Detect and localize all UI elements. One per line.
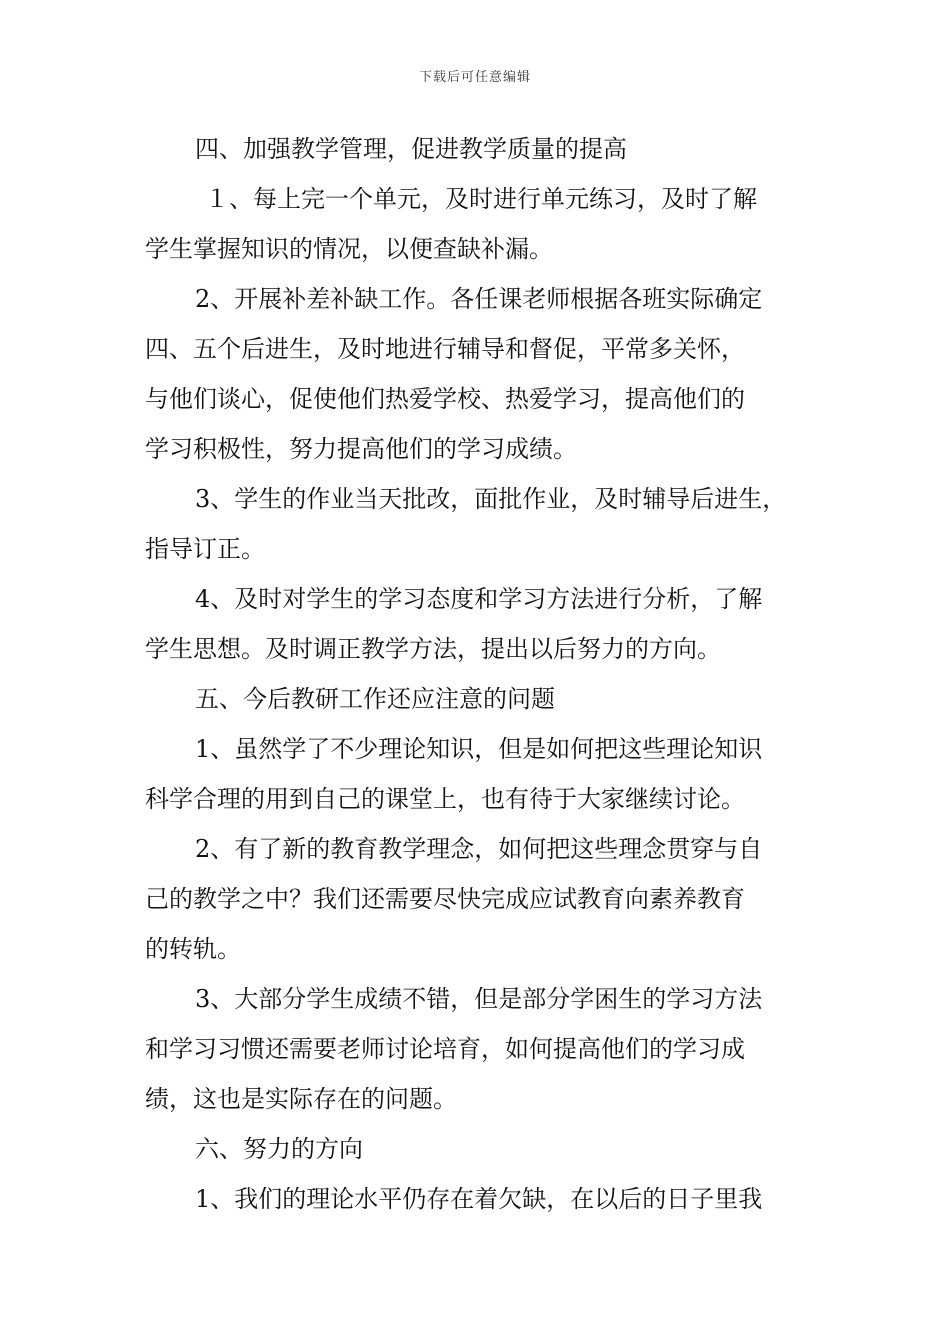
paragraph-line: １、每上完一个单元，及时进行单元练习，及时了解 [205,185,757,213]
page-header: 下载后可任意编辑 [418,70,531,85]
paragraph-line: 3、大部分学生成绩不错，但是部分学困生的学习方法 [195,985,763,1013]
paragraph-line: 3、学生的作业当天批改，面批作业，及时辅导后进生， [195,485,787,513]
paragraph-line: 学生掌握知识的情况，以便查缺补漏。 [145,235,553,263]
paragraph-line: 1、我们的理论水平仍存在着欠缺，在以后的日子里我 [195,1185,763,1213]
section-heading-4: 四、加强教学管理，促进教学质量的提高 [195,135,627,163]
paragraph-line: 科学合理的用到自己的课堂上，也有待于大家继续讨论。 [145,785,745,813]
paragraph-line: 4、及时对学生的学习态度和学习方法进行分析，了解 [195,585,763,613]
paragraph-line: 四、五个后进生，及时地进行辅导和督促，平常多关怀， [145,335,745,363]
paragraph-line: 指导订正。 [145,535,265,563]
paragraph-line: 2、有了新的教育教学理念，如何把这些理念贯穿与自 [195,835,763,863]
paragraph-line: 与他们谈心，促使他们热爱学校、热爱学习，提高他们的 [145,385,745,413]
paragraph-line: 2、开展补差补缺工作。各任课老师根据各班实际确定 [195,285,763,313]
section-heading-5: 五、今后教研工作还应注意的问题 [195,685,555,713]
document-body [145,124,813,1224]
paragraph-line: 和学习习惯还需要老师讨论培育，如何提高他们的学习成 [145,1035,745,1063]
paragraph-line: 学习积极性，努力提高他们的学习成绩。 [145,435,577,463]
paragraph-line: 己的教学之中？我们还需要尽快完成应试教育向素养教育 [145,885,745,913]
section-heading-6: 六、努力的方向 [195,1135,363,1163]
paragraph-line: 绩，这也是实际存在的问题。 [145,1085,457,1113]
paragraph-line: 的转轨。 [145,935,241,963]
paragraph-line: 学生思想。及时调正教学方法，提出以后努力的方向。 [145,635,721,663]
paragraph-line: 1、虽然学了不少理论知识，但是如何把这些理论知识 [195,735,763,763]
